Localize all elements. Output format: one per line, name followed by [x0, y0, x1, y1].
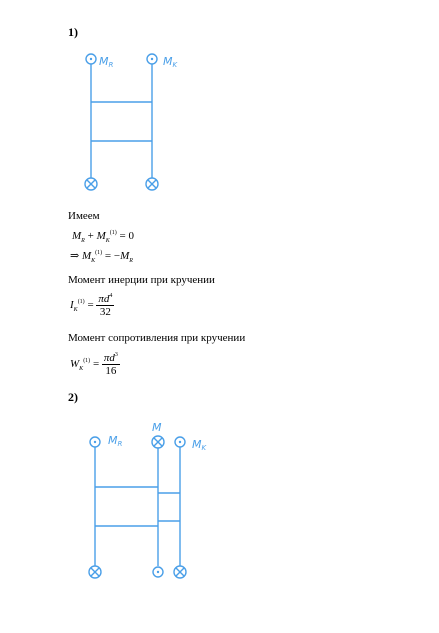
equation-3: $I_K^{(1)}$ = $\frac{\pi d^4}{32}$	[70, 293, 113, 318]
equation-2: ⇒ $M_K^{(1)} = -M_R$	[70, 250, 133, 264]
fraction-resistance: $\frac{\pi d^3}{16}$	[103, 352, 118, 377]
equation-1: $M_R + M_K^{(1)} = 0$	[72, 230, 134, 244]
diagram-2	[80, 420, 220, 590]
fraction-inertia: $\frac{\pi d^4}{32}$	[98, 293, 113, 318]
equation-4: $W_K^{(1)}$ = $\frac{\pi d^3}{16}$	[70, 352, 118, 377]
label-mr: MR	[99, 55, 114, 69]
label-mk: MK	[163, 55, 178, 69]
text-have: Имеем	[68, 210, 100, 222]
label-mr: MR	[108, 434, 123, 448]
label-m: M	[152, 421, 162, 434]
section-2-heading: 2)	[68, 390, 78, 404]
section-1-heading: 1)	[68, 25, 78, 39]
text-inertia: Момент инерции при кручении	[68, 274, 215, 286]
diagram-1	[75, 45, 195, 195]
label-mk: MK	[192, 438, 207, 452]
text-resistance: Момент сопротивления при кручении	[68, 332, 246, 344]
